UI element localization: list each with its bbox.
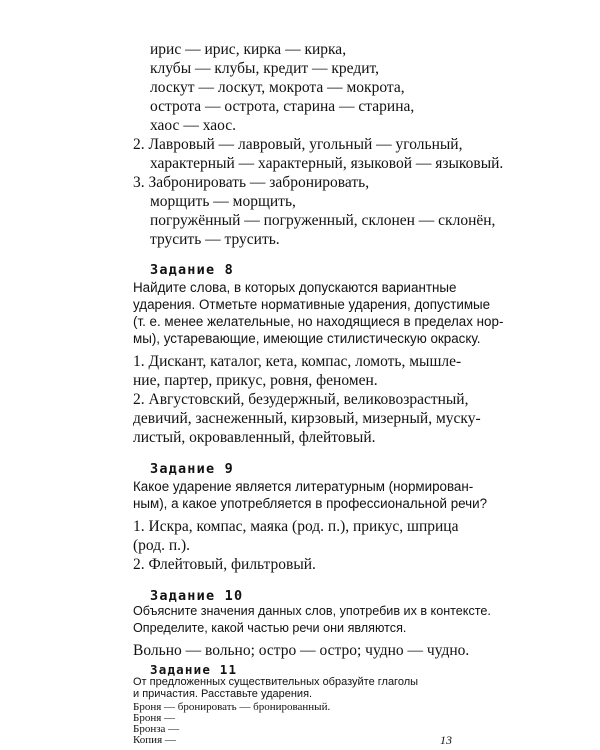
answer-line: характерный — характерный, языковой — языковый. xyxy=(150,155,504,172)
task-8-item-1-cont: ние, партер, прикус, ровня, феномен. xyxy=(133,372,378,389)
task-8-item-2-cont: девичий, заснеженный, кирзовый, мизерный, муску- xyxy=(133,410,481,427)
answer-line: острота — острота, старина — старина, xyxy=(150,98,415,115)
answer-line: клубы — клубы, кредит — кредит, xyxy=(150,60,380,77)
answer-line: морщить — морщить, xyxy=(150,193,296,210)
task-10-heading: Задание 10 xyxy=(150,588,244,604)
task-8-heading: Задание 8 xyxy=(150,262,234,278)
answer-line: хаос — хаос. xyxy=(150,117,237,134)
task-9-instruction: ным), а какое употребляется в профессиональной речи? xyxy=(133,496,488,511)
task-11-heading: Задание 11 xyxy=(150,662,238,677)
task-11-instruction: От предложенных существительных образуйте глаголы xyxy=(133,676,419,688)
answer-item-2: 2. Лавровый — лавровый, угольный — угольный, xyxy=(133,136,463,153)
task-11-row: Бронза — xyxy=(133,723,180,735)
task-9-instruction: Какое ударение является литературным (нормирован- xyxy=(133,479,474,494)
task-10-instruction: Определите, какой частью речи они являются. xyxy=(133,621,407,635)
task-8-item-1: 1. Дискант, каталог, кета, компас, ломоть, мышле- xyxy=(133,353,462,370)
task-8-instruction: мы), устаревающие, имеющие стилистическую окраску. xyxy=(133,331,481,346)
task-11-instruction: и причастия. Расставьте ударения. xyxy=(133,688,313,700)
answer-line: погружённый — погруженный, склонен — склонён, xyxy=(150,212,496,229)
task-10-instruction: Объясните значения данных слов, употребив их в контексте. xyxy=(133,604,491,618)
task-11-row: Броня — xyxy=(133,712,176,724)
task-8-item-2-cont: листый, окровавленный, флейтовый. xyxy=(133,429,376,446)
task-10-example: Вольно — вольно; остро — остро; чудно — чудно. xyxy=(133,642,470,659)
answer-line: ирис — ирис, кирка — кирка, xyxy=(150,41,347,58)
page-number: 13 xyxy=(440,733,452,747)
answer-item-3: 3. Забронировать — забронировать, xyxy=(133,174,370,191)
task-8-instruction: Найдите слова, в которых допускаются вариантные xyxy=(133,280,457,295)
task-8-instruction: (т. е. менее желательные, но находящиеся в пределах нор- xyxy=(133,314,504,329)
answer-line: лоскут — лоскут, мокрота — мокрота, xyxy=(150,79,405,96)
task-9-item-1-cont: (род. п.). xyxy=(133,537,191,554)
task-9-item-2: 2. Флейтовый, фильтровый. xyxy=(133,556,316,573)
answer-line: трусить — трусить. xyxy=(150,231,280,248)
task-9-heading: Задание 9 xyxy=(150,461,234,477)
task-8-instruction: ударения. Отметьте нормативные ударения, допустимые xyxy=(133,297,491,312)
task-11-row: Копия — xyxy=(133,734,176,746)
task-9-item-1: 1. Искра, компас, маяка (род. п.), прикус, шприца xyxy=(133,518,459,535)
task-11-row: Броня — бронировать — бронированный. xyxy=(133,701,331,713)
task-8-item-2: 2. Августовский, безудержный, великовозрастный, xyxy=(133,391,469,408)
